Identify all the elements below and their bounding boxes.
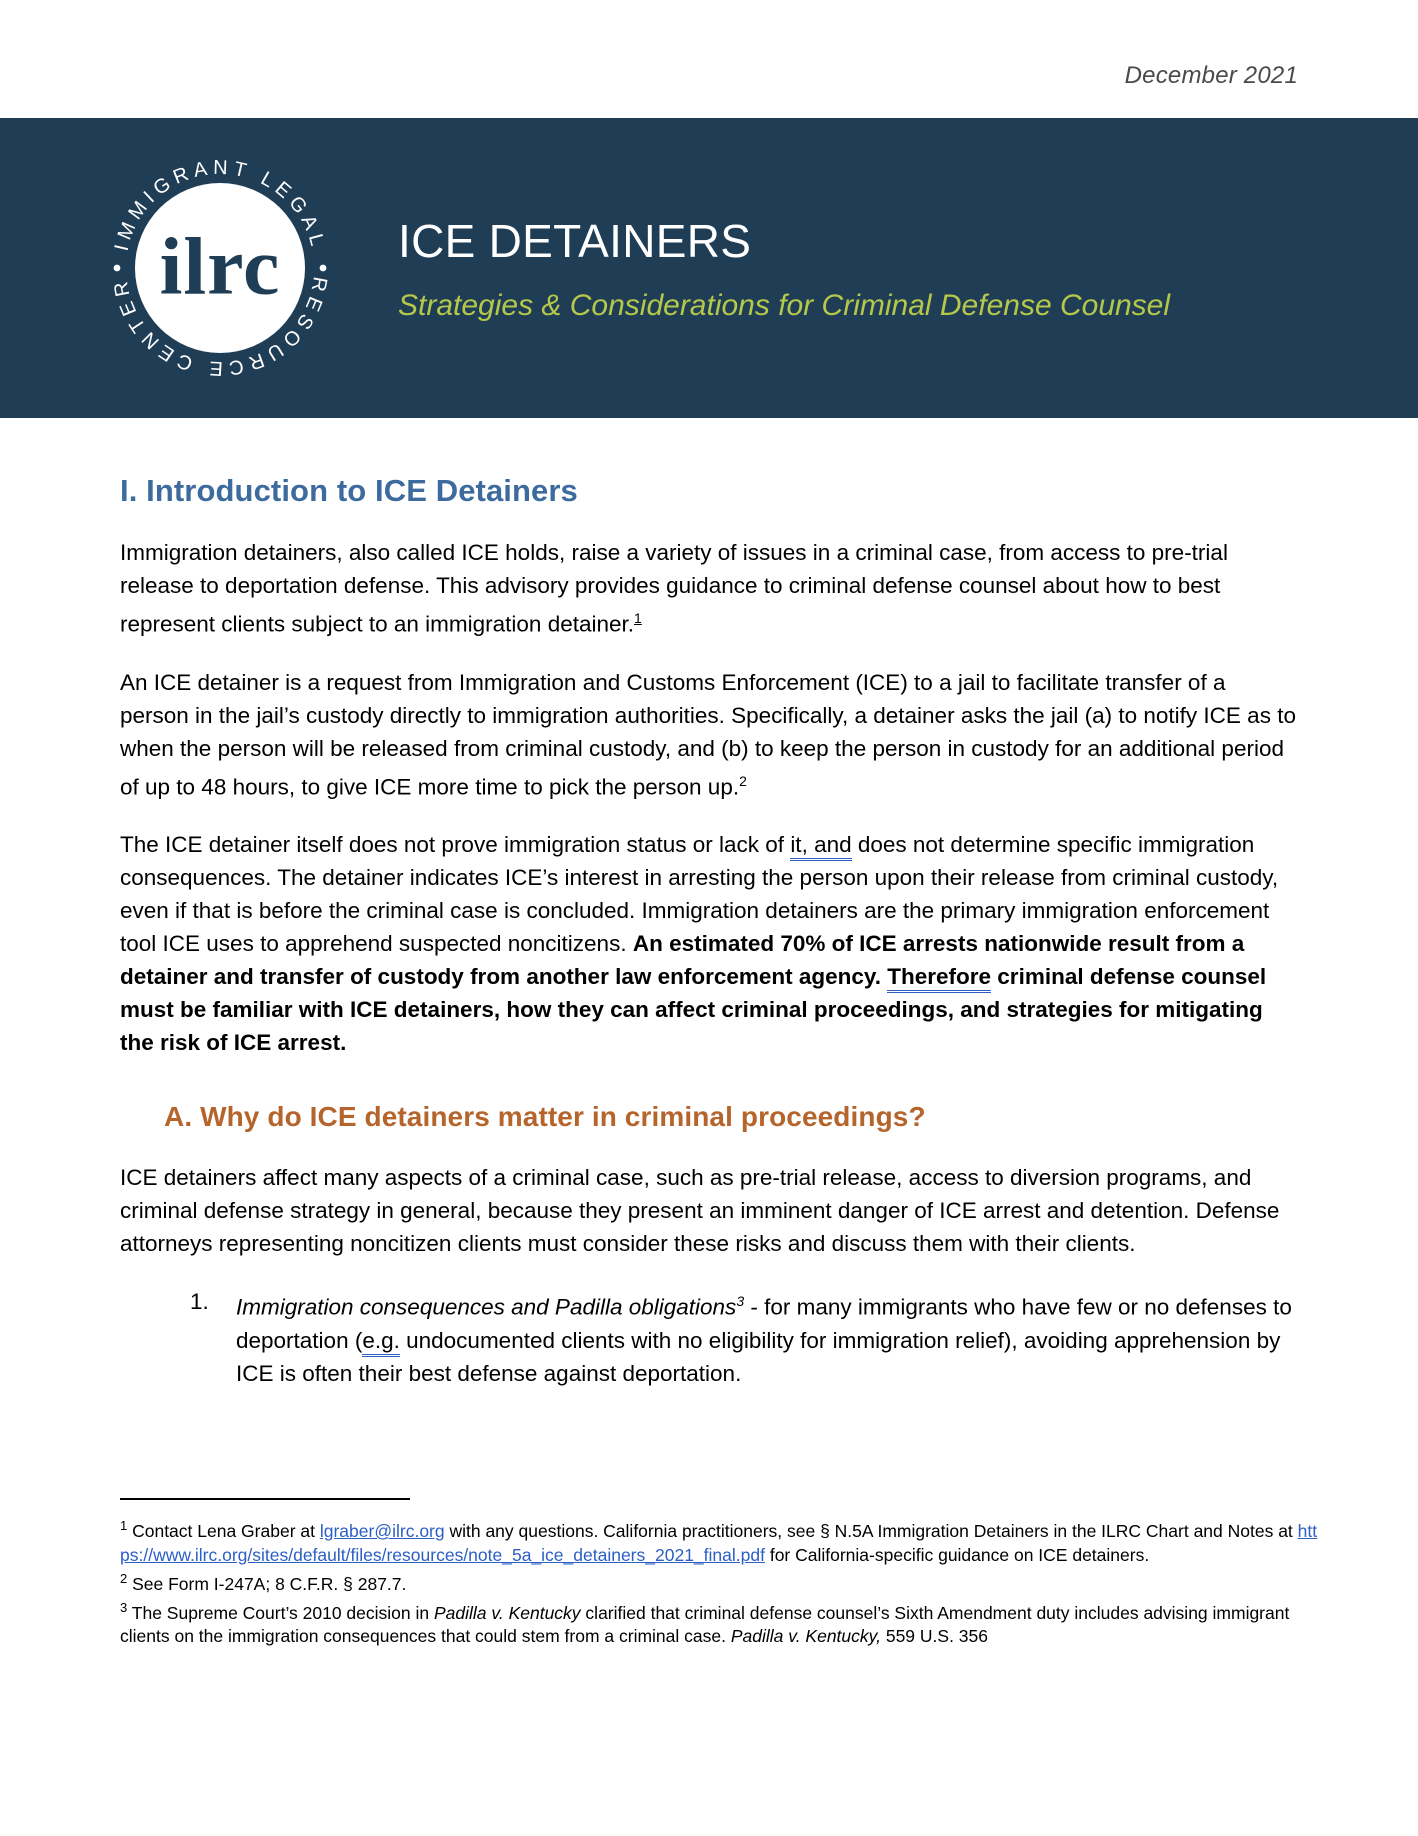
document-subtitle: Strategies & Considerations for Criminal Defense Counsel (398, 289, 1171, 322)
footnote-1-seg-2: with any questions. California practitioners, see § N.5A Immigration Detainers in the ILRC Chart and Notes at (444, 1520, 1298, 1541)
footnote-1-email-link[interactable]: lgraber@ilrc.org (319, 1520, 445, 1541)
logo-dot-right (320, 265, 327, 272)
footnote-3-case-italic-1: Padilla v. Kentucky (434, 1602, 581, 1623)
footnotes-area (120, 1498, 1318, 1648)
paragraph-3-bold-a: An estimated 70% of ICE arrests nationwide result from a detainer and transfer of custody from another law enforcement agency. (120, 931, 1245, 989)
footnote-1-seg-1: Contact Lena Graber at (127, 1520, 320, 1541)
section-heading-introduction: I. Introduction to ICE Detainers (120, 473, 578, 508)
footnote-1 (120, 1514, 1318, 1567)
footnote-2-seg-1: See Form I-247A; 8 C.F.R. § 287.7. (127, 1573, 407, 1594)
footnote-marker-3[interactable]: 3 (736, 1293, 745, 1309)
footnote-1-number: 1 (120, 1518, 128, 1533)
logo-ring-bottom-text: RESOURCE CENTER (109, 274, 331, 380)
list-item-italic-lead: Immigration consequences and Padilla obligations (236, 1294, 737, 1320)
numbered-list (120, 1285, 1298, 1390)
paragraph-2 (120, 666, 1298, 804)
paragraph-2-text: An ICE detainer is a request from Immigration and Customs Enforcement (ICE) to a jail to facilitate transfer of a person in the jail’s custody directly to immigration authorities. Specifically, a detainer asks the jail (a) to notify ICE as to when the person will be released from criminal custody, and (b) to keep the person in custody for an additional period of up to 48 hours, to give ICE more time to pick the person up. (120, 669, 1296, 799)
logo-ring-top-text: IMMIGRANT LEGAL (110, 156, 330, 254)
ilrc-logo (104, 152, 336, 384)
document-date: December 2021 (1124, 62, 1298, 89)
paragraph-1-text: Immigration detainers, also called ICE holds, raise a variety of issues in a criminal case, from access to pre-trial release to deportation defense. This advisory provides guidance to criminal defense counsel about how to best represent clients subject to an immigration detainer. (120, 540, 1228, 637)
footnote-marker-2[interactable]: 2 (739, 772, 747, 789)
document-title: ICE DETAINERS (398, 215, 752, 267)
footnote-1-url-link[interactable]: https://www.ilrc.org/sites/default/files/resources/note_5a_ice_detainers_2021_final.pdf (120, 1520, 1318, 1565)
footnote-3-seg-2: clarified that criminal defense counsel’s Sixth Amendment duty includes advising immigrant clients on the immigration consequences that could stem from a criminal case. (120, 1602, 1290, 1647)
logo-wordmark: ilrc (159, 220, 281, 312)
grammar-flagged-text-therefore[interactable]: Therefore (887, 964, 991, 993)
paragraph-3-bold-b: criminal defense counsel must be familiar with ICE detainers, how they can affect criminal proceedings, and strategies for mitigating the risk of ICE arrest. (120, 964, 1267, 1055)
date-bar (0, 0, 1418, 118)
paragraph-3-part-b: does not determine specific immigration consequences. The detainer indicates ICE’s interest in arresting the person upon their release from criminal custody, even if that is before the criminal case is concluded. Immigration detainers are the primary immigration enforcement tool ICE uses to apprehend suspected noncitizens. (120, 832, 1279, 956)
footnote-3-number: 3 (120, 1599, 128, 1615)
grammar-flagged-text-it-and[interactable]: it, and (790, 832, 851, 861)
footnote-marker-1[interactable]: 1 (634, 610, 642, 626)
footnote-3-seg-1: The Supreme Court’s 2010 decision in (127, 1602, 434, 1623)
subsection-heading-a: A. Why do ICE detainers matter in criminal proceedings? (164, 1101, 926, 1132)
paragraph-3 (120, 828, 1298, 1059)
footnote-2-number: 2 (120, 1570, 128, 1586)
footnote-3-seg-3: 559 U.S. 356 (880, 1626, 988, 1647)
paragraph-3-part-a: The ICE detainer itself does not prove immigration status or lack of (120, 832, 791, 857)
list-item-rest-a: - for many immigrants who have few or no defenses to deportation ( (236, 1294, 1292, 1353)
paragraph-4: ICE detainers affect many aspects of a criminal case, such as pre-trial release, access to diversion programs, and criminal defense strategy in general, because they present an imminent danger of ICE arrest and detention. Defense attorneys representing noncitizen clients must consider these risks and discuss them with their clients. (120, 1165, 1280, 1256)
footnote-3-case-italic-2: Padilla v. Kentucky, (730, 1626, 881, 1647)
paragraph-1 (120, 536, 1298, 641)
list-item (168, 1285, 1298, 1390)
document-body (0, 472, 1418, 1390)
document-header-band (0, 118, 1418, 418)
footnote-2 (120, 1567, 1318, 1596)
grammar-flagged-text-eg[interactable]: e.g. (362, 1328, 400, 1357)
footnote-1-seg-3: for California-specific guidance on ICE detainers. (764, 1544, 1150, 1565)
header-title-block (398, 211, 1170, 325)
list-item-rest-b: undocumented clients with no eligibility for immigration relief), avoiding apprehension by ICE is often their best defense against deportation. (236, 1327, 1281, 1386)
footnote-3 (120, 1596, 1318, 1649)
logo-dot-left (114, 265, 121, 272)
footnote-separator-rule (120, 1498, 410, 1500)
